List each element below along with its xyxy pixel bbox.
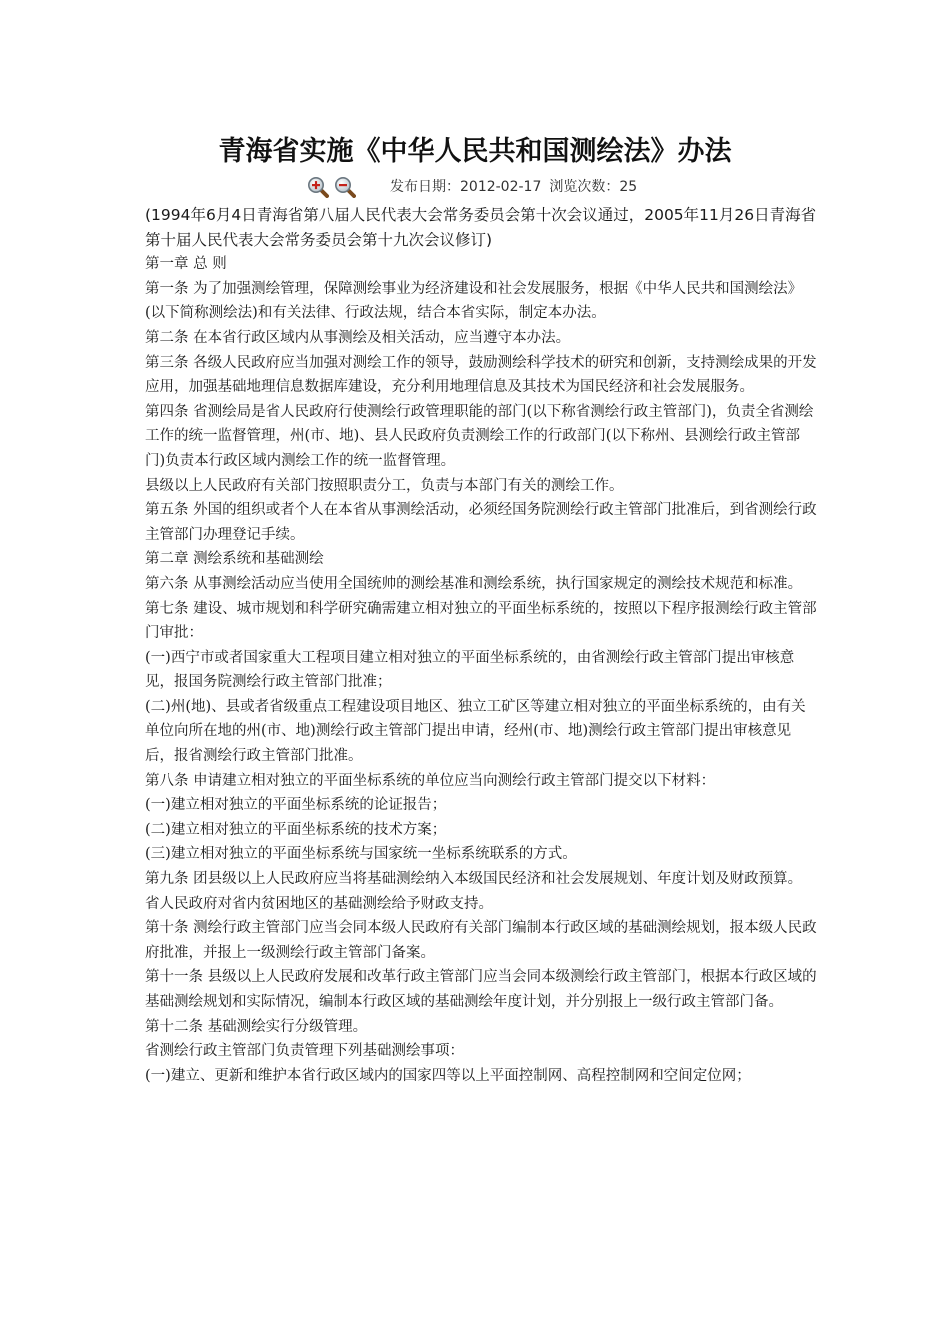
views-label: 浏览次数： (549, 179, 620, 195)
article-paragraph: 第五条 外国的组织或者个人在本省从事测绘活动，必须经国务院测绘行政主管部门批准后，到省测绘行政主管部门办理登记手续。 (145, 502, 817, 543)
chapter-heading: 第二章 测绘系统和基础测绘 (145, 551, 324, 568)
article-paragraph: 第十一条 县级以上人民政府发展和改革行政主管部门应当会同本级测绘行政主管部门，根据本行政区域的基础测绘规划和实际情况，编制本行政区域的基础测绘年度计划，并分别报上一级行政主管部门备。 (145, 969, 817, 1010)
article-paragraph: (三)建立相对独立的平面坐标系统与国家统一坐标系统联系的方式。 (145, 846, 577, 863)
article-paragraph: 第二条 在本省行政区域内从事测绘及相关活动，应当遵守本办法。 (145, 329, 571, 346)
article-paragraph: 县级以上人民政府有关部门按照职责分工，负责与本部门有关的测绘工作。 (145, 477, 624, 494)
chapter-heading: 第一章 总 则 (145, 256, 227, 273)
adoption-note: (1994年6月4日青海省第八届人民代表大会常务委员会第十次会议通过，2005年11月26日青海省第十届人民代表大会常务委员会第十九次会议修订) (145, 206, 817, 249)
document-meta (0, 176, 950, 198)
article-paragraph: 第六条 从事测绘活动应当使用全国统帅的测绘基准和测绘系统，执行国家规定的测绘技术规范和标准。 (145, 575, 803, 592)
article-paragraph: (二)建立相对独立的平面坐标系统的技术方案； (145, 821, 447, 838)
publish-date: 2012-02-17 (460, 179, 542, 195)
article-paragraph: 省人民政府对省内贫困地区的基础测绘给予财政支持。 (145, 895, 493, 912)
publish-info (390, 178, 637, 196)
article-paragraph: 第四条 省测绘局是省人民政府行使测绘行政管理职能的部门(以下称省测绘行政主管部门)，负责全省测绘工作的统一监督管理，州(市、地)、县人民政府负责测绘工作的行政部门(以下称州、县测绘行政主管部门)负责本行政区域内测绘工作的统一监督管理。 (145, 403, 814, 469)
article-paragraph: 第三条 各级人民政府应当加强对测绘工作的领导，鼓励测绘科学技术的研究和创新，支持测绘成果的开发应用，加强基础地理信息数据库建设，充分利用地理信息及其技术为国民经济和社会发展服务。 (145, 354, 817, 396)
zoom-in-icon[interactable] (307, 176, 329, 198)
document-title: 青海省实施《中华人民共和国测绘法》办法 (218, 136, 732, 167)
date-label: 发布日期： (390, 179, 460, 195)
article-paragraph: 第一条 为了加强测绘管理，保障测绘事业为经济建设和社会发展服务，根据《中华人民共和国测绘法》(以下简称测绘法)和有关法律、行政法规，结合本省实际，制定本办法。 (145, 280, 803, 322)
article-paragraph: 第八条 申请建立相对独立的平面坐标系统的单位应当向测绘行政主管部门提交以下材料： (145, 772, 716, 789)
article-paragraph: 第九条 团县级以上人民政府应当将基础测绘纳入本级国民经济和社会发展规划、年度计划及财政预算。 (145, 871, 803, 888)
zoom-controls (307, 176, 356, 198)
article-paragraph: 第十二条 基础测绘实行分级管理。 (145, 1018, 368, 1035)
article-paragraph: (一)西宁市或者国家重大工程项目建立相对独立的平面坐标系统的，由省测绘行政主管部门提出审核意见，报国务院测绘行政主管部门批准； (145, 649, 795, 691)
article-paragraph: (二)州(地)、县或者省级重点工程建设项目地区、独立工矿区等建立相对独立的平面坐标系统的，由有关单位向所在地的州(市、地)测绘行政主管部门提出申请，经州(市、地)测绘行政主管部门提出审核意见后，报省测绘行政主管部门批准。 (145, 698, 806, 765)
article-paragraph: 省测绘行政主管部门负责管理下列基础测绘事项： (145, 1043, 464, 1060)
article-paragraph: (一)建立相对独立的平面坐标系统的论证报告； (145, 797, 447, 814)
view-count: 25 (619, 179, 638, 195)
article-paragraph: 第十条 测绘行政主管部门应当会同本级人民政府有关部门编制本行政区域的基础测绘规划，报本级人民政府批准，并报上一级测绘行政主管部门备案。 (145, 920, 817, 961)
zoom-out-icon[interactable] (334, 176, 356, 198)
document-body (145, 203, 817, 1088)
article-paragraph: (一)建立、更新和维护本省行政区域内的国家四等以上平面控制网、高程控制网和空间定位网； (145, 1067, 751, 1084)
article-paragraph: 第七条 建设、城市规划和科学研究确需建立相对独立的平面坐标系统的，按照以下程序报测绘行政主管部门审批： (145, 600, 817, 642)
